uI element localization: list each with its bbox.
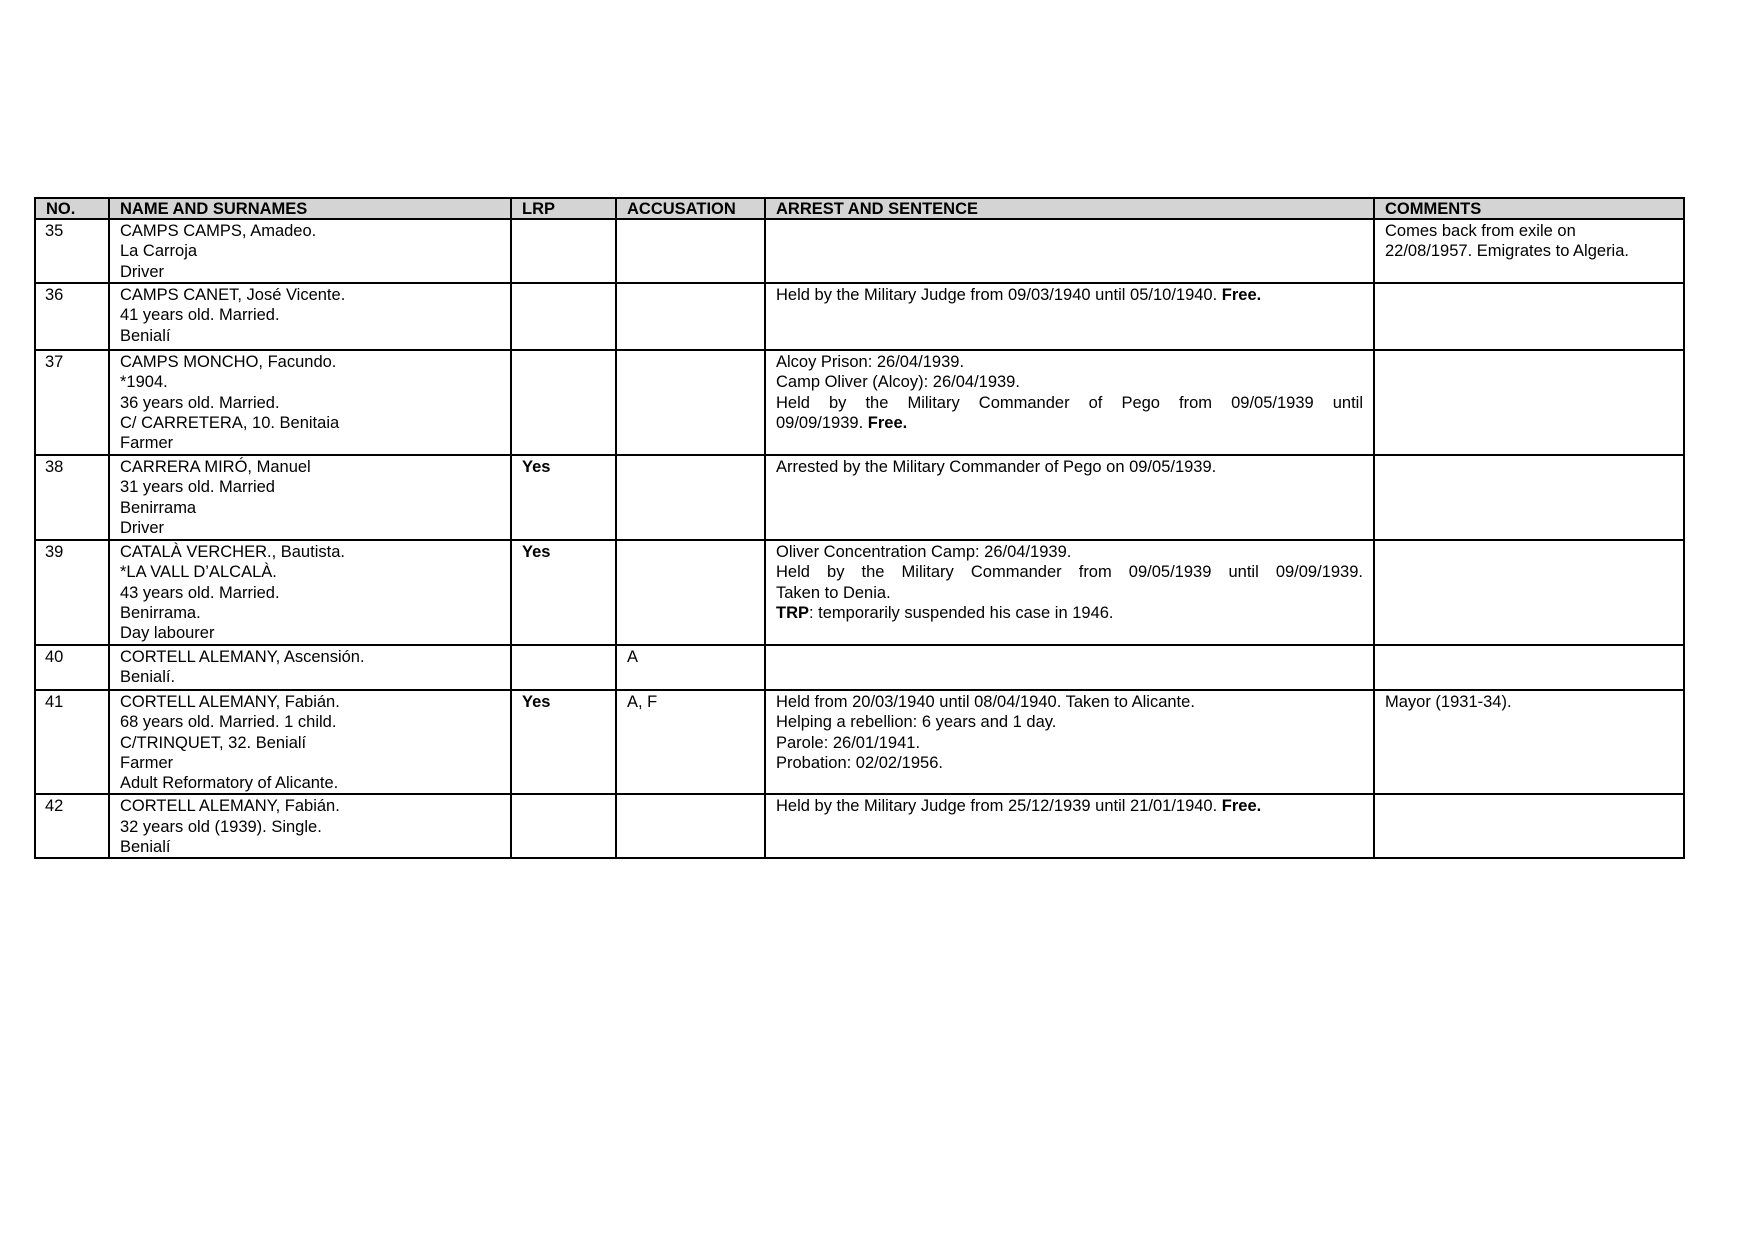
- cell-name: [109, 350, 511, 455]
- arrest-line: Held from 20/03/1940 until 08/04/1940. Taken to Alicante.: [776, 693, 1195, 711]
- cell-no: 40: [35, 645, 109, 690]
- cell-accusation: [616, 455, 765, 540]
- table-row: [35, 455, 1684, 540]
- name-line: 68 years old. Married. 1 child.: [120, 713, 337, 732]
- cell-lrp: Yes: [511, 540, 616, 645]
- cell-accusation: A, F: [616, 690, 765, 794]
- arrest-line: TRP: temporarily suspended his case in 1946.: [776, 603, 1114, 622]
- cell-comments: [1374, 455, 1684, 540]
- name-line: 43 years old. Married.: [120, 583, 280, 602]
- name-line: CORTELL ALEMANY, Fabián.: [120, 693, 340, 711]
- name-line: CAMPS MONCHO, Facundo.: [120, 353, 337, 371]
- cell-arrest: [765, 283, 1374, 350]
- name-line: CORTELL ALEMANY, Ascensión.: [120, 648, 365, 666]
- cell-comments: [1374, 350, 1684, 455]
- cell-accusation: [616, 350, 765, 455]
- cell-name: [109, 540, 511, 645]
- header-lrp: LRP: [511, 198, 616, 219]
- arrest-line: Helping a rebellion: 6 years and 1 day.: [776, 713, 1057, 732]
- cell-no: 42: [35, 794, 109, 858]
- arrest-line: Held by the Military Judge from 09/03/1940 until 05/10/1940. Free.: [776, 286, 1262, 304]
- comment-line: Mayor (1931-34).: [1385, 693, 1512, 711]
- header-no: NO.: [35, 198, 109, 219]
- name-line: Farmer: [120, 434, 174, 453]
- cell-no: 41: [35, 690, 109, 794]
- cell-arrest: [765, 455, 1374, 540]
- table-row: [35, 219, 1684, 283]
- cell-name: [109, 794, 511, 858]
- cell-name: [109, 645, 511, 690]
- free-label: Free.: [1221, 286, 1262, 304]
- cell-name: [109, 690, 511, 794]
- name-line: Adult Reformatory of Alicante.: [120, 774, 339, 793]
- table-row: [35, 645, 1684, 690]
- arrest-line: Camp Oliver (Alcoy): 26/04/1939.: [776, 373, 1020, 392]
- header-accusation: ACCUSATION: [616, 198, 765, 219]
- cell-arrest: [765, 540, 1374, 645]
- trp-label: TRP: [776, 603, 809, 622]
- cell-arrest: [765, 350, 1374, 455]
- table-row: [35, 283, 1684, 350]
- cell-lrp: [511, 283, 616, 350]
- cell-name: [109, 283, 511, 350]
- name-line: *LA VALL D’ALCALÀ.: [120, 563, 277, 582]
- cell-no: 39: [35, 540, 109, 645]
- name-line: Farmer: [120, 753, 174, 772]
- table-row: [35, 350, 1684, 455]
- name-line: CAMPS CANET, José Vicente.: [120, 286, 346, 304]
- name-line: C/TRINQUET, 32. Benialí: [120, 733, 307, 752]
- name-line: CATALÀ VERCHER., Bautista.: [120, 543, 345, 561]
- header-name: NAME AND SURNAMES: [109, 198, 511, 219]
- name-line: 32 years old (1939). Single.: [120, 817, 322, 836]
- cell-accusation: [616, 540, 765, 645]
- table-row: [35, 540, 1684, 645]
- arrest-line: 09/09/1939. Free.: [776, 413, 908, 432]
- arrest-line: Parole: 26/01/1941.: [776, 733, 921, 752]
- name-line: Benialí.: [120, 668, 176, 687]
- cell-lrp: [511, 794, 616, 858]
- cell-lrp: [511, 350, 616, 455]
- free-label: Free.: [1221, 797, 1262, 816]
- name-line: CAMPS CAMPS, Amadeo.: [120, 222, 317, 240]
- cell-arrest: [765, 690, 1374, 794]
- name-line: CORTELL ALEMANY, Fabián.: [120, 797, 340, 816]
- name-line: Day labourer: [120, 624, 215, 643]
- table-header-row: [35, 198, 1684, 219]
- cell-comments: [1374, 690, 1684, 794]
- name-line: Benialí: [120, 838, 171, 857]
- cell-comments: [1374, 219, 1684, 283]
- cell-no: 37: [35, 350, 109, 455]
- name-line: Benirrama: [120, 498, 197, 517]
- name-line: CARRERA MIRÓ, Manuel: [120, 458, 311, 476]
- cell-no: 38: [35, 455, 109, 540]
- name-line: 36 years old. Married.: [120, 393, 280, 412]
- arrest-line: Oliver Concentration Camp: 26/04/1939.: [776, 543, 1072, 561]
- cell-accusation: [616, 219, 765, 283]
- cell-no: 35: [35, 219, 109, 283]
- cell-name: [109, 455, 511, 540]
- cell-accusation: [616, 283, 765, 350]
- name-line: 41 years old. Married.: [120, 306, 280, 325]
- comment-line: 22/08/1957. Emigrates to Algeria.: [1385, 242, 1629, 261]
- arrest-line: Held by the Military Judge from 25/12/1939 until 21/01/1940. Free.: [776, 797, 1262, 816]
- cell-lrp: [511, 219, 616, 283]
- arrest-line: Arrested by the Military Commander of Pego on 09/05/1939.: [776, 458, 1217, 476]
- cell-comments: [1374, 794, 1684, 858]
- name-line: Driver: [120, 262, 164, 281]
- cell-lrp: Yes: [511, 690, 616, 794]
- arrest-line: Alcoy Prison: 26/04/1939.: [776, 353, 965, 371]
- cell-no: 36: [35, 283, 109, 350]
- header-arrest: ARREST AND SENTENCE: [765, 198, 1374, 219]
- name-line: Benirrama.: [120, 603, 201, 622]
- arrest-line: Held by the Military Commander of Pego from 09/05/1939 until: [776, 393, 1363, 412]
- arrest-line: Probation: 02/02/1956.: [776, 753, 943, 772]
- free-label: Free.: [867, 413, 908, 432]
- cell-arrest: [765, 645, 1374, 690]
- name-line: C/ CARRETERA, 10. Benitaia: [120, 413, 340, 432]
- arrest-line: Taken to Denia.: [776, 583, 891, 602]
- arrest-line: Held by the Military Commander from 09/05/1939 until 09/09/1939.: [776, 563, 1363, 582]
- cell-comments: [1374, 283, 1684, 350]
- cell-name: [109, 219, 511, 283]
- name-line: Benialí: [120, 326, 171, 345]
- table-row: [35, 794, 1684, 858]
- cell-comments: [1374, 645, 1684, 690]
- header-comments: COMMENTS: [1374, 198, 1684, 219]
- cell-accusation: A: [616, 645, 765, 690]
- table-row: [35, 690, 1684, 794]
- cell-accusation: [616, 794, 765, 858]
- name-line: Driver: [120, 518, 164, 537]
- cell-lrp: Yes: [511, 455, 616, 540]
- name-line: 31 years old. Married: [120, 478, 275, 497]
- cell-arrest: [765, 794, 1374, 858]
- comment-line: Comes back from exile on: [1385, 222, 1576, 240]
- cell-lrp: [511, 645, 616, 690]
- name-line: La Carroja: [120, 242, 198, 261]
- cell-arrest: [765, 219, 1374, 283]
- prisoner-register-table: [34, 197, 1685, 859]
- name-line: *1904.: [120, 373, 168, 392]
- cell-comments: [1374, 540, 1684, 645]
